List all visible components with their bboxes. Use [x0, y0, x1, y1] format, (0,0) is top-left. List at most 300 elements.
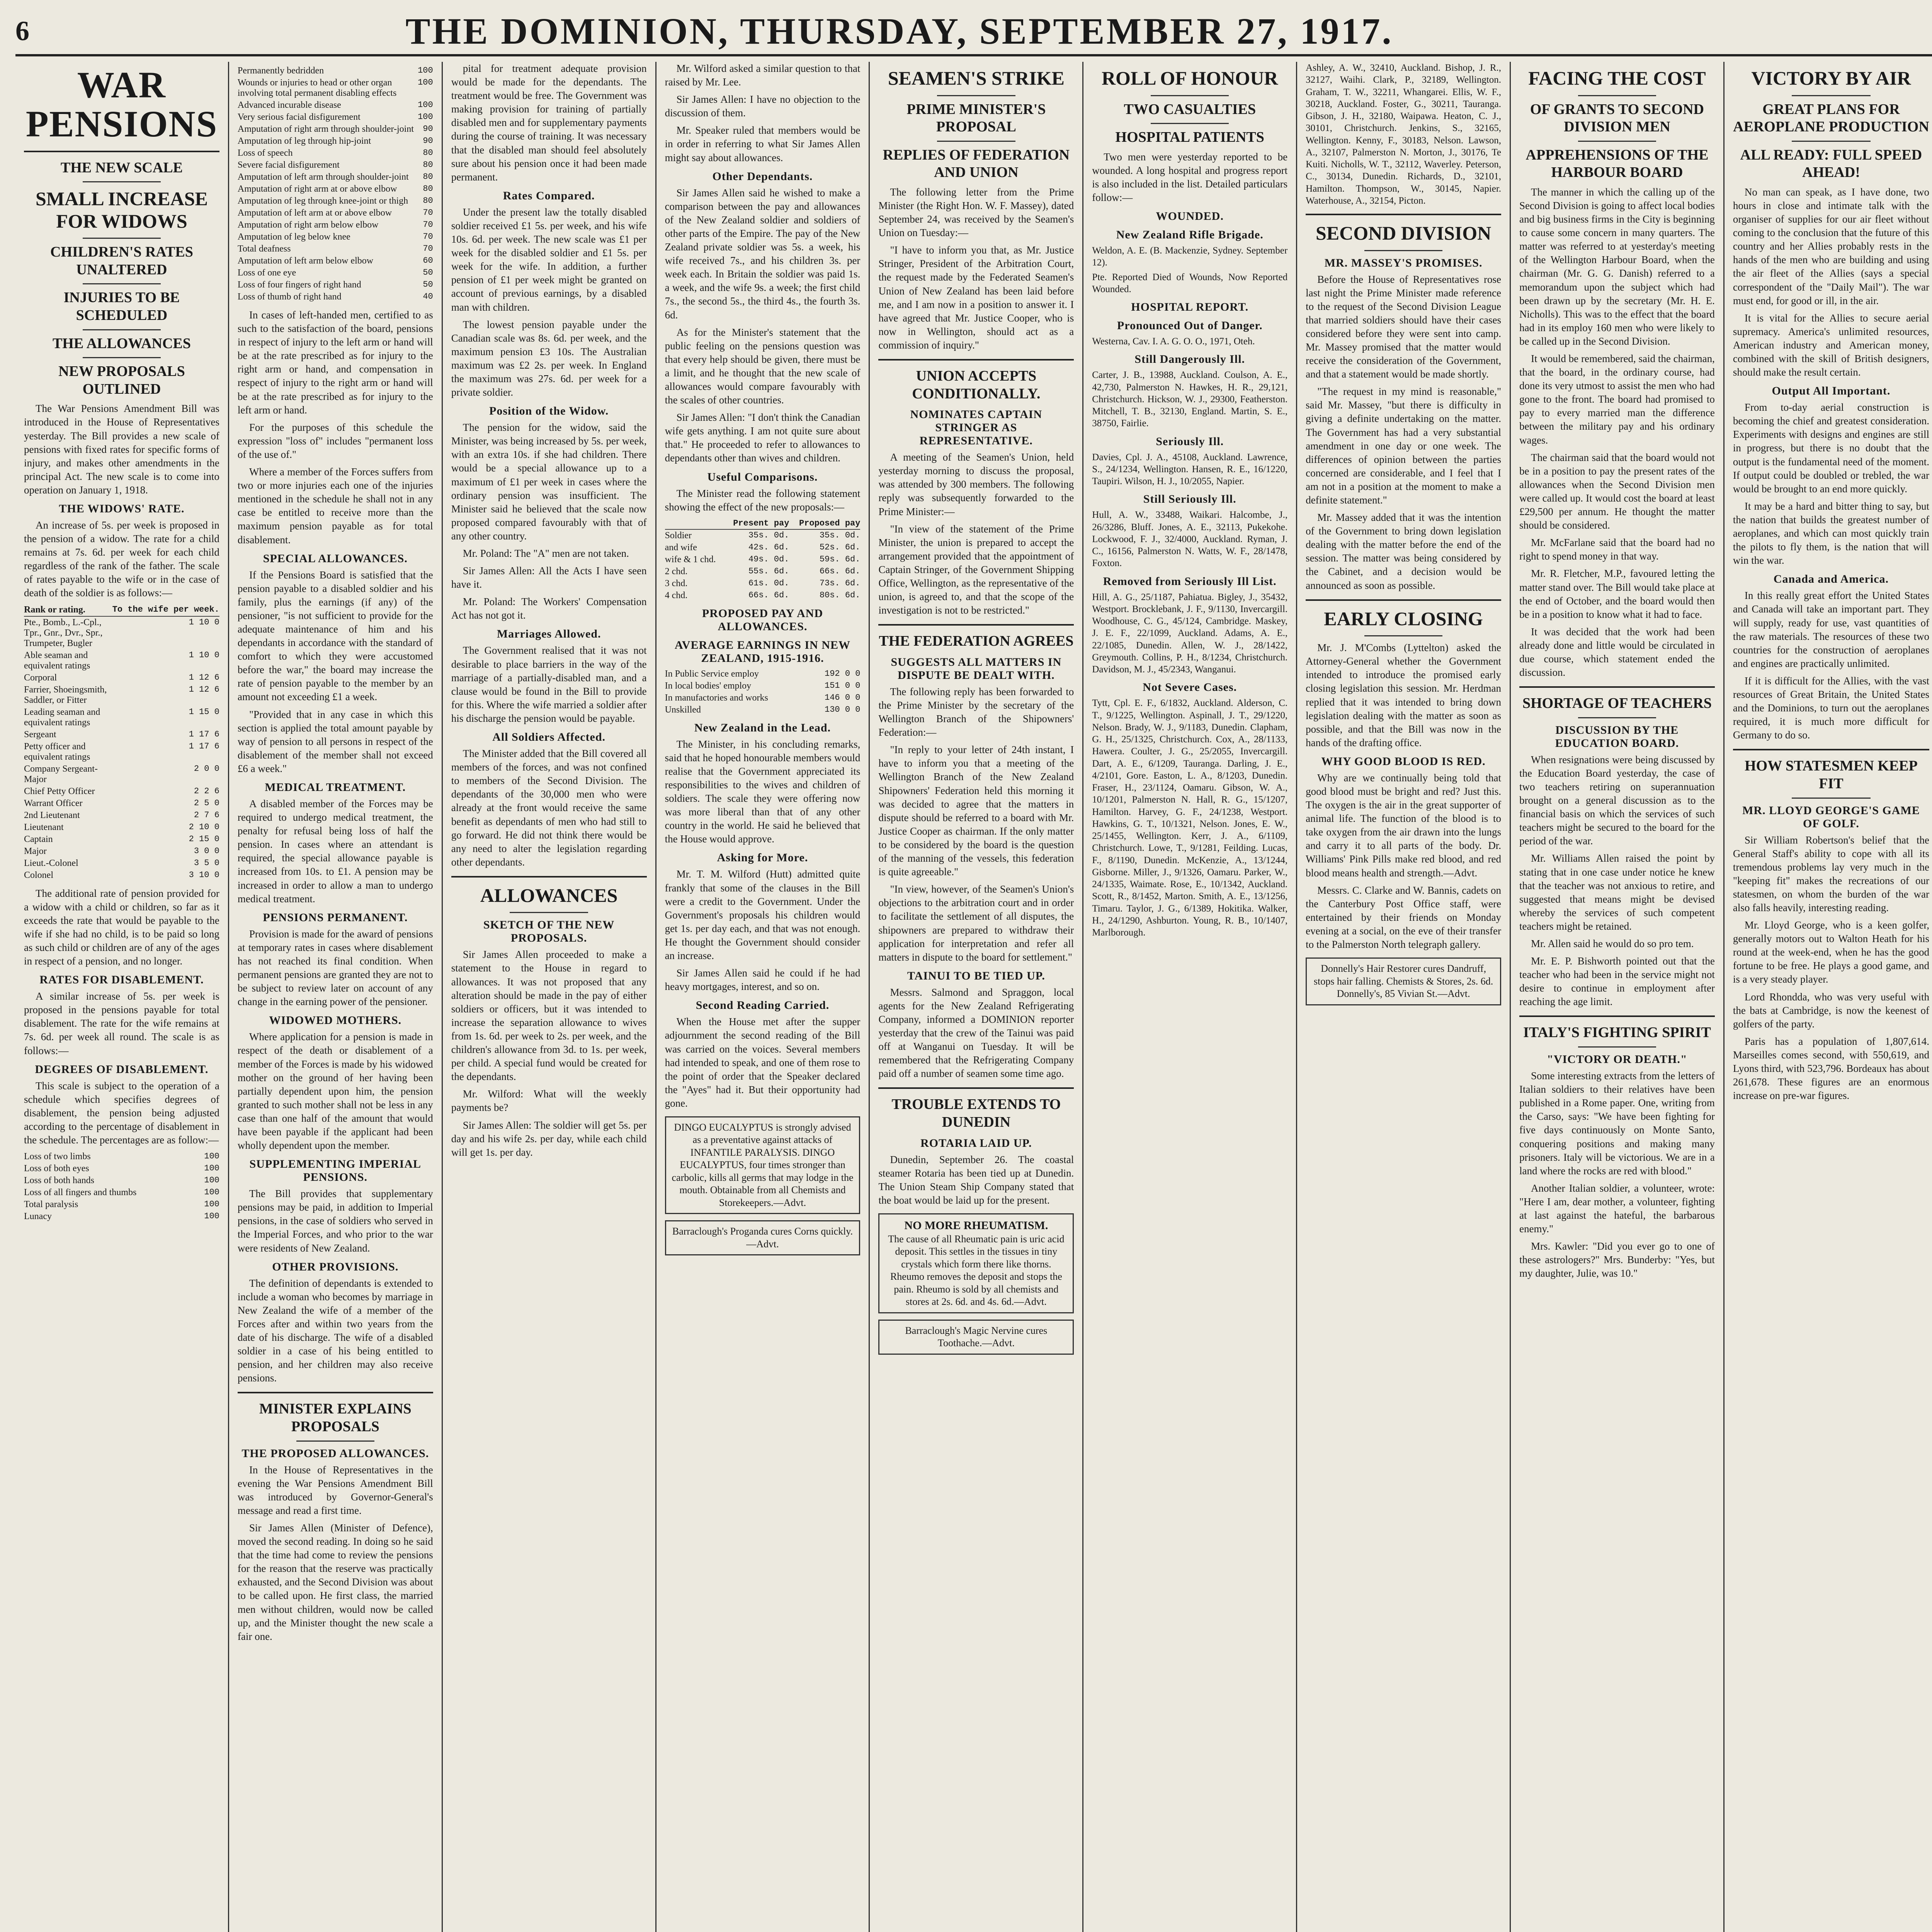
- table-row: [24, 869, 219, 881]
- table-cell: 100: [418, 100, 433, 110]
- paragraph: The Minister added that the Bill covered all members of the forces, and was not confined to members of the Second Division. The dependants of the 30,000 men who were already at the front would receive the same benefit as dependants of men who had still to go forward. He did not think there would be any need to alter the legislation regarding other dependants.: [451, 748, 647, 868]
- table-cell: 55s. 6d.: [748, 566, 789, 576]
- table-row: [665, 590, 861, 602]
- table-cell: Advanced incurable disease: [237, 100, 341, 110]
- paragraph: For the purposes of this schedule the expression "loss of" includes "permanent loss of the use of.": [237, 421, 433, 460]
- section-head: Canada and America.: [1773, 573, 1889, 586]
- injury-table: [238, 65, 433, 303]
- table-row: [24, 706, 219, 729]
- paragraph: The Minister, in his concluding remarks, said that he hoped honourable members would realise that the Government appreciated its responsibilities to the wives and children of soldiers. The scale they were offering now was more liberal than that of any other country in the world. He said he believed that the House would approve.: [665, 738, 861, 845]
- section-head: HOSPITAL REPORT.: [1131, 301, 1249, 314]
- table-row: [238, 195, 433, 207]
- table-cell: Loss of both hands: [24, 1175, 94, 1186]
- table-row: [238, 219, 433, 231]
- subhead: CHILDREN'S RATES UNALTERED: [50, 244, 193, 278]
- section-head: Rates Compared.: [503, 189, 595, 202]
- table-cell: 1 15 0: [189, 707, 219, 717]
- table-cell: Soldier: [665, 530, 692, 541]
- paragraph: Paris has a population of 1,807,614. Marseilles comes second, with 550,619, and Lyons third, with 523,796. Bordeaux has about 261,678. These figures are an enormous increase on pre-war figures.: [1733, 1035, 1930, 1102]
- table-row: [238, 99, 433, 111]
- subhead: UNION ACCEPTS CONDITIONALLY.: [912, 368, 1041, 402]
- table-cell: 66s. 6d.: [748, 590, 789, 600]
- table-cell: 49s. 0d.: [748, 554, 789, 564]
- table-row: [238, 267, 433, 279]
- casualty-list: Hill, A. G., 25/1187, Pahiatua. Bigley, J., 35432, Westport. Brocklebank, J. F., 9/1130, Invercargill. Woodhouse, C. G., 45/124, Cambridge. Maskey, J. E. F., 22/1099, Auckland. Adams, A. E., 22/1085, Dunedin. Allen, W. J., 28/1422, Greymouth. Collins, P. H., 8/1234, Christchurch. Davidson, M. J., 45/2343, Wanganui.: [1092, 592, 1288, 675]
- paragraph: When the House met after the supper adjournment the second reading of the Bill was carried on the voices. Several members had intended to speak, and one of them rose to the point of order that the Speaker declared the "Ayes" had it. But their opportunity had gone.: [665, 1016, 861, 1109]
- table-row: [665, 692, 861, 704]
- table-row: [24, 650, 219, 672]
- paragraph: It is vital for the Allies to secure aerial supremacy. America's unlimited resources, American industry and American money, combined with the skill of British designers, should make the result certain.: [1733, 312, 1930, 378]
- table-cell: 2 2 6: [194, 786, 219, 796]
- table-row: [238, 65, 433, 77]
- table-cell: Loss of speech: [237, 148, 293, 158]
- subhead: THE FEDERATION AGREES: [879, 633, 1074, 650]
- section-head: New Zealand Rifle Brigade.: [1116, 228, 1264, 242]
- rule: [451, 876, 647, 878]
- subhead: TROUBLE EXTENDS TO DUNEDIN: [891, 1096, 1061, 1131]
- rule: [510, 912, 588, 913]
- paragraph: Another Italian soldier, a volunteer, wrote: "Here I am, dear mother, a volunteer, fighting at last against the hateful, the barbarous enemy.": [1519, 1182, 1715, 1235]
- masthead-title: THE DOMINION, THURSDAY, SEPTEMBER 27, 1917.: [405, 10, 1393, 52]
- paragraph: Sir James Allen: I have no objection to the discussion of them.: [665, 94, 861, 119]
- paragraph: Mr. Massey added that it was the intention of the Government to bring down legislation dealing with the matter before the end of the session. The matter was being considered by the Cabinet, and a decision would be announced as soon as possible.: [1306, 512, 1502, 591]
- rule: [1151, 123, 1229, 124]
- rule: [1519, 686, 1715, 688]
- table-cell: Company Sergeant-Major: [24, 764, 98, 784]
- table-cell: 90: [423, 124, 433, 134]
- paragraph: It would be remembered, said the chairman, that the board, in the ordinary course, had done its very utmost to assist the men who had gone to the front. The board had promised to pay to every married man the difference between the military pay and his ordinary wages.: [1519, 353, 1715, 446]
- table-row: [24, 857, 219, 869]
- table-cell: 100: [418, 78, 433, 87]
- column-8: [1511, 62, 1725, 1932]
- table-cell: Loss of one eye: [237, 268, 296, 278]
- section-head: MR. LLOYD GEORGE'S GAME OF GOLF.: [1742, 804, 1920, 830]
- table-cell: 80: [423, 184, 433, 194]
- subhead: HOW STATESMEN KEEP FIT: [1745, 758, 1918, 792]
- table-cell: Unskilled: [665, 704, 701, 715]
- table-cell: 2 5 0: [194, 798, 219, 808]
- table-row: [24, 833, 219, 845]
- table-cell: 80: [423, 172, 433, 182]
- section-head: Position of the Widow.: [489, 405, 609, 418]
- table-cell: 3 10 0: [189, 870, 219, 880]
- casualty-list: Tytt, Cpl. E. F., 6/1832, Auckland. Alderson, C. T., 9/1225, Wellington. Aspinall, J. T., 29/1220, Nelson. Brady, W. J., 9/1183, Dunedin. Clapham, G. H., 25/1325, Christchurch. Cox, A., 28/1133, Hawera. Coulter, J. G., 25/2055, Invercargill. Dart, A. E., 6/1209, Tauranga. Darling, J. E., 4/2101, Gore. Easton, L. A., 8/1203, Dunedin. Fraser, H., 23/1124, Oamaru. Gibson, W. A., 10/1201, Palmerston N. Hall, R. G., 15/1207, Hamilton. Harvey, G. F., 24/1238, Westport. Hawkins, G. T., 10/1321, Nelson. Jones, E. W., 25/1455, Wellington. Kerr, J. A., 6/1109, Christchurch. Lowe, T., 9/1281, Feilding. Lucas, F., 8/1190, Dunedin. McKenzie, A., 13/1244, Gisborne. Miller, J., 9/1326, Oamaru. Parker, W., 24/1335, Waimate. Rose, E., 10/1342, Auckland. Scott, R., 8/1452, Marton. Smith, A. E., 13/1256, Timaru. Taylor, J. G., 6/1389, Hokitika. Walker, H., 24/1290, Ashburton. Young, R. B., 10/1407, Marlborough.: [1092, 698, 1288, 938]
- section-head: THE PROPOSED ALLOWANCES.: [242, 1447, 429, 1460]
- table-header: Proposed pay: [789, 518, 860, 529]
- table-cell: 2 chd.: [665, 566, 688, 577]
- section-head: ROTARIA LAID UP.: [920, 1136, 1032, 1150]
- paragraph: Mr. Allen said he would do so pro tem.: [1531, 937, 1694, 949]
- paragraph: In cases of left-handed men, certified to as such to the satisfaction of the board, pensions in respect of injury to the left arm or hand will be at the rate prescribed as for injury to the right arm or hand, and compensation in respect of injury to the right arm or hand will be at the rate prescribed as for injury to the left arm or hand.: [237, 309, 433, 416]
- paragraph: Messrs. Salmond and Spraggon, local agents for the New Zealand Refrigerating Company, informed a DOMINION reporter yesterday that the crew of the Tainui was paid off at Wanganui on Tuesday. It will be remembered that the Refrigerating Company paid off a number of seamen some time ago.: [878, 986, 1074, 1080]
- paragraph: Mr. Poland: The Workers' Compensation Act has not got it.: [451, 596, 647, 621]
- paragraph: Some interesting extracts from the letters of Italian soldiers to their relatives have been published in a Rome paper. One, writing from the Carso, says: "We have been fighting for five days continuously on Monte Santo, conquering positions and making many prisoners. Italy will be victorious. We are in a land where the rocks are red with blood.": [1519, 1070, 1715, 1177]
- section-head: Other Dependants.: [712, 170, 813, 183]
- paragraph: Mr. E. P. Bishworth pointed out that the teacher who had been in the service might not desire to continue in employment after reaching the age limit.: [1519, 955, 1715, 1008]
- table-cell: 2 0 0: [194, 764, 219, 774]
- section-head: Removed from Seriously Ill List.: [1103, 575, 1277, 588]
- table-cell: 80: [423, 160, 433, 170]
- table-cell: 100: [204, 1151, 219, 1162]
- table-cell: 100: [204, 1187, 219, 1197]
- table-cell: Corporal: [24, 672, 57, 683]
- rule: [1733, 749, 1929, 750]
- table-cell: Colonel: [24, 870, 53, 880]
- table-cell: Leading seaman and equivalent ratings: [24, 707, 100, 728]
- table-cell: 1 10 0: [189, 650, 219, 660]
- table-cell: 192 0 0: [825, 668, 861, 679]
- section-head: Still Dangerously Ill.: [1134, 353, 1245, 366]
- paragraph: The pension for the widow, said the Minister, was being increased by 5s. per week, with an extra 10s. if she had children. There would be a special allowance up to a maximum of £1 per week in cases where the ordinary pension was insufficient. The Minister said he believed that the scale now proposed compared favourably with that of any other country.: [451, 422, 647, 542]
- table-row: [24, 1175, 219, 1187]
- paragraph: If it is difficult for the Allies, with the vast resources of Great Britain, the United States and the Dominions, to turn out the aeroplanes required, it is much more difficult for Germany to do so.: [1733, 675, 1930, 741]
- table-row: [238, 291, 433, 303]
- rule: [83, 357, 161, 358]
- subhead: THE ALLOWANCES: [52, 335, 191, 352]
- table-cell: 100: [204, 1199, 219, 1209]
- column-6: [1083, 62, 1297, 1932]
- section-head: DEGREES OF DISABLEMENT.: [35, 1063, 209, 1076]
- paragraph: The Minister read the following statement showing the effect of the new proposals:—: [665, 487, 861, 513]
- earnings-table: [665, 668, 861, 716]
- column-9: [1725, 62, 1932, 1932]
- rule: [1792, 95, 1870, 96]
- paragraph: Sir William Robertson's belief that the General Staff's ability to cope with all its tremendous problems lay very much in the "keeping fit" makes the recreations of our statesmen, on whom the burden of the war also falls heavily, interesting reading.: [1733, 834, 1930, 913]
- table-cell: 130 0 0: [825, 704, 861, 714]
- paragraph: Dunedin, September 26. The coastal steamer Rotaria has been tied up at Dunedin. The Union Steam Ship Company stated that the boat would be laid up for the present.: [878, 1153, 1074, 1206]
- subhead: OF GRANTS TO SECOND DIVISION MEN: [1530, 101, 1704, 135]
- table-cell: Lunacy: [24, 1211, 52, 1222]
- paragraph: No man can speak, as I have done, two hours in close and intimate talk with the organiser of supplies for our air fleet without coming to the conclusion that the future of this country and her Allies probably rests in the hands of the men who are building and using the air fleet of the Allies (says a special correspondent of the "Daily Mail"). The war must end, for good or ill, in the air.: [1733, 186, 1930, 306]
- table-cell: Loss of all fingers and thumbs: [24, 1187, 137, 1198]
- section-head: PENSIONS PERMANENT.: [263, 911, 408, 924]
- paragraph: The manner in which the calling up of the Second Division is going to affect local bodies and big business firms in the City is beginning to cause some concern in many quarters. The matter was referred to at yesterday's meeting of the Wellington Harbour Board, when the chairman (Mr. G. G. Danish) referred to a memorandum upon the subject which had been drawn up by the secretary (Mr. H. E. Nicholls). This was to the effect that the board had in its employ 160 men who were likely to be called up in the Second Division.: [1519, 186, 1715, 347]
- table-row: [665, 554, 861, 566]
- paragraph: "I have to inform you that, as Mr. Justice Stringer, President of the Arbitration Court, the request made by the Federated Seamen's Union of New Zealand has been laid before me, and I am now in a position to answer it. I have agreed that Mr. Justice Cooper, who is now in Wellington, should act as a commission of inquiry.": [878, 244, 1074, 351]
- headline-seamens-strike: SEAMEN'S STRIKE: [888, 67, 1065, 89]
- rule: [83, 283, 161, 284]
- table-row: [238, 207, 433, 219]
- table-cell: 3 0 0: [194, 846, 219, 856]
- section-head: Seriously Ill.: [1156, 435, 1224, 448]
- table-cell: 1 17 6: [189, 729, 219, 739]
- table-cell: 80: [423, 148, 433, 158]
- section-head: TAINUI TO BE TIED UP.: [907, 969, 1045, 982]
- casualty-list: Ashley, A. W., 32410, Auckland. Bishop, J. R., 32127, Waihi. Clark, P., 32189, Wellington. Graham, T. W., 32211, Whangarei. Ellis, W. F., 30218, Auckland. Foster, G., 30211, Tauranga. Gibson, J. H., 32180, Waipawa. Heaton, C. J., 30101, Christchurch. Jenkins, S., 32165, Wellington. Kenny, F., 30183, Nelson. Lawson, A., 32107, Palmerston N. Morton, J., 30176, Te Kuiti. Nicholls, W. T., 32112, Waverley. Peterson, C., 30134, Dunedin. Richards, D., 32101, Hamilton. Thompson, W., 30145, Napier. Waterhouse, A., 32154, Picton.: [1306, 63, 1502, 206]
- paragraph: Messrs. C. Clarke and W. Bannis, cadets on the Canterbury Post Office staff, were entertained by their friends on Monday evening at a social, on the eve of their transfer to the Palmerston North telegraph gallery.: [1306, 884, 1502, 951]
- table-cell: Lieutenant: [24, 822, 64, 832]
- table-cell: 2 10 0: [189, 822, 219, 832]
- table-cell: Amputation of left arm below elbow: [237, 256, 374, 266]
- column-5: [870, 62, 1083, 1932]
- section-head: DISCUSSION BY THE EDUCATION BOARD.: [1555, 723, 1679, 750]
- subhead: ALL READY: FULL SPEED AHEAD!: [1740, 146, 1922, 181]
- paragraph: Sir James Allen said he could if he had heavy mortgages, interest, and so on.: [665, 967, 861, 993]
- section-head: NOMINATES CAPTAIN STRINGER AS REPRESENTATIVE.: [910, 408, 1043, 447]
- rule: [1792, 141, 1870, 142]
- subhead: GREAT PLANS FOR AEROPLANE PRODUCTION: [1733, 101, 1929, 135]
- table-cell: 35s. 0d.: [748, 530, 789, 540]
- column-7: [1297, 62, 1511, 1932]
- subhead: TWO CASUALTIES: [1124, 101, 1256, 117]
- casualty-list: Pte. Reported Died of Wounds, Now Reported Wounded.: [1092, 272, 1288, 294]
- ad-body: The cause of all Rheumatic pain is uric acid deposit. This settles in the tissues in tiny crystals which form there like thorns. Rheumo removes the deposit and stops the pain. Rheumo is sold by all chemists and stores at 2s. 6d. and 4s. 6d.—Advt.: [888, 1233, 1065, 1307]
- table-cell: Petty officer and equivalent ratings: [24, 741, 90, 762]
- paragraph: "The request in my mind is reasonable," said Mr. Massey, "but there is difficulty in giving a definite undertaking on the matter. The Government has had a very substantial amendment in one day or one week. The differences of opinion between the parties concerned are considerable, and I feel that I am not in a position at the moment to make a definite statement.": [1306, 386, 1502, 506]
- table-row: [238, 243, 433, 255]
- paragraph: The War Pensions Amendment Bill was introduced in the House of Representatives yesterday. The Bill provides a new scale of pensions with fixed rates for specific forms of injury, and makes other amendments in the principal Act. The new scale is to come into operation on January 1, 1918.: [24, 403, 219, 496]
- subhead: NEW PROPOSALS OUTLINED: [58, 363, 185, 397]
- paragraph: In the House of Representatives in the evening the War Pensions Amendment Bill was introduced by Governor-General's message and read a first time.: [237, 1464, 433, 1516]
- paragraph: Provision is made for the award of pensions at temporary rates in cases where disablement has not reached its final condition. When permanent pensions are granted they are not to be subject to review later on account of any change in the earning power of the pensioner.: [237, 928, 433, 1008]
- paragraph: Sir James Allen (Minister of Defence), moved the second reading. In doing so he said that the time had come to review the pensions for the reason that the reserve was practically exhausted, and the Second Division was about to be called upon. He first class, the married men without children, would now be called up, and the Minister thought the new scale a fair one.: [237, 1522, 433, 1642]
- paragraph: "In view of the statement of the Prime Minister, the union is prepared to accept the arrangement provided that the appointment of Captain Stringer, of the Government Shipping Office, Wellington, as the representative of the union, is agreed to, and that the scope of the investigation is not to be restricted.": [878, 523, 1074, 616]
- table-row: [665, 542, 861, 554]
- table-row: [24, 672, 219, 684]
- paragraph: Sir James Allen proceeded to make a statement to the House in regard to allowances. It was not proposed that any alteration should be made in the pay of either soldiers or officers, but it was intended to increase the separation allowance to wives from 1s. 6d. per week to 2s. per week, and the children's allowance from 3d. to 1s. per week, per child. A special fund would be created for the dependants.: [451, 949, 647, 1083]
- paragraph: The following reply has been forwarded to the Prime Minister by the secretary of the Wellington Branch of the Shipowners' Federation:—: [878, 685, 1074, 738]
- table-cell: Loss of two limbs: [24, 1151, 91, 1162]
- section-head: SPECIAL ALLOWANCES.: [263, 552, 408, 565]
- paragraph: When resignations were being discussed by the Education Board yesterday, the case of two teachers retiring on superannuation brought on a general discussion as to the financial basis on which the services of such teachers might be secured to the board for the period of the war.: [1519, 753, 1715, 847]
- table-cell: Amputation of right arm at or above elbow: [237, 184, 397, 194]
- rule: [296, 1440, 374, 1442]
- table-cell: 70: [423, 244, 433, 253]
- table-cell: 100: [204, 1175, 219, 1185]
- paragraph: The Bill provides that supplementary pensions may be paid, in addition to Imperial pensions, in the case of soldiers who served in the Imperial Forces, and who prior to the war were residents of New Zealand.: [237, 1188, 433, 1254]
- table-row: [24, 616, 219, 650]
- rule: [878, 624, 1074, 626]
- advertisement: Barraclough's Magic Nervine cures Toothache.—Advt.: [878, 1320, 1074, 1355]
- table-row: [238, 279, 433, 291]
- table-header: [665, 518, 724, 529]
- rule: [1578, 95, 1656, 96]
- subhead: REPLIES OF FEDERATION AND UNION: [883, 146, 1070, 181]
- rule: [83, 329, 161, 330]
- table-cell: 4 chd.: [665, 590, 688, 600]
- table-cell: 1 12 6: [189, 672, 219, 682]
- page-number: 6: [15, 15, 29, 46]
- rule: [937, 141, 1015, 142]
- section-head: SUGGESTS ALL MATTERS IN DISPUTE BE DEALT WITH.: [891, 655, 1062, 682]
- table-cell: Total deafness: [237, 244, 291, 254]
- advertisement: DINGO EUCALYPTUS is strongly advised as a preventative against attacks of INFANTILE PARALYSIS. DINGO EUCALYPTUS, four times stronger than carbolic, kills all germs that may lodge in the mouth. Obtainable from all Chemists and Storekeepers.—Advt.: [665, 1116, 861, 1214]
- table-cell: 3 chd.: [665, 578, 688, 588]
- section-head: MEDICAL TREATMENT.: [265, 781, 406, 794]
- table-cell: wife & 1 chd.: [665, 554, 716, 565]
- subhead: MINISTER EXPLAINS PROPOSALS: [259, 1401, 412, 1435]
- table-cell: Amputation of leg below knee: [237, 232, 350, 242]
- subhead: ITALY'S FIGHTING SPIRIT: [1523, 1024, 1711, 1041]
- rule: [83, 181, 161, 182]
- table-cell: 70: [423, 220, 433, 230]
- rule: [24, 151, 219, 152]
- column-1: [15, 62, 229, 1932]
- casualty-list: Carter, J. B., 13988, Auckland. Coulson, A. E., 42,730, Palmerston N. Hawkes, H. R., 29,121, Christchurch. Hickson, W. J., 29300, Featherston. Mitchell, T. B., 32130, England. Martin, S. E., 38750, Fairlie.: [1092, 370, 1288, 429]
- table-cell: Loss of four fingers of right hand: [237, 280, 361, 290]
- paragraph: Where a member of the Forces suffers from two or more injuries each one of the injuries mentioned in the schedule he shall not in any case be entitled to receive more than the maximum pension payable as for total disablement.: [237, 466, 433, 546]
- table-cell: Total paralysis: [24, 1199, 78, 1210]
- paragraph: As for the Minister's statement that the public feeling on the pensions question was that every help should be given, there must be a limit, and he thought that the new scale of allowances would compare favourably with the scales of other countries.: [665, 326, 861, 406]
- paragraph: An increase of 5s. per week is proposed in the pension of a widow. The rate for a child remains at 7s. 6d. per week for each child regardless of the rank of the father. The scale of rates payable to the wife or in the case of death of the soldier is as follows:—: [24, 519, 219, 599]
- column-4: [656, 62, 870, 1932]
- table-cell: Amputation of right arm through shoulder-joint: [237, 124, 414, 134]
- table-cell: Very serious facial disfigurement: [237, 112, 361, 122]
- table-row: [24, 810, 219, 821]
- table-row: [238, 77, 433, 99]
- paragraph: A similar increase of 5s. per week is proposed in the pensions payable for total disablement. The rate for the wife remains at 7s. 6d. per week all round. The scale is as follows:—: [24, 990, 219, 1056]
- paragraph: The definition of dependants is extended to include a woman who becomes by marriage in New Zealand the wife of a member of the Forces after and within two years from the date of his discharge. The wife of a disabled soldier in a case of his being entitled to pension, and her children may also receive pensions.: [237, 1277, 433, 1384]
- subhead: INJURIES TO BE SCHEDULED: [63, 289, 180, 323]
- paragraph: "In reply to your letter of 24th instant, I have to inform you that a meeting of the Wellington Branch of the New Zealand Shipowners' Federation held this morning it was decided to agree that the matters in dispute should be referred to a board with Mr. Justice Cooper as chairman. If the only matter to be considered by the board is the question of the manning of the vessels, this federation is quite agreeable.": [878, 744, 1074, 878]
- section-head: Marriages Allowed.: [497, 628, 601, 641]
- table-cell: 3 5 0: [194, 858, 219, 868]
- headline-roll-of-honour: ROLL OF HONOUR: [1101, 67, 1278, 89]
- paragraph: Two men were yesterday reported to be wounded. A long hospital and progress report is also included in the list. Detailed particulars follow:—: [1092, 151, 1288, 203]
- headline-war-pensions: WAR PENSIONS: [26, 64, 218, 145]
- paragraph: It may be a hard and bitter thing to say, but the nation that builds the greatest number of aeroplanes, and which can most quickly train the pilots to fly them, is the nation that will win the war.: [1733, 500, 1930, 566]
- table-cell: Amputation of left arm through shoulder-joint: [237, 172, 409, 182]
- table-cell: 60: [423, 256, 433, 265]
- table-cell: Wounds or injuries to head or other organ involving total permanent disabling effects: [237, 78, 397, 98]
- column-2: [229, 62, 443, 1932]
- table-cell: 146 0 0: [825, 692, 861, 702]
- table-cell: 50: [423, 280, 433, 289]
- columns: [15, 62, 1932, 1932]
- table-cell: 90: [423, 136, 433, 146]
- paragraph: It was decided that the work had been already done and little would be circulated in due course, which statement ended the discussion.: [1519, 626, 1715, 679]
- table-cell: Amputation of leg through knee-joint or thigh: [237, 196, 408, 206]
- section-head: Output All Important.: [1772, 384, 1891, 398]
- rule: [937, 95, 1015, 96]
- table-cell: Warrant Officer: [24, 798, 83, 808]
- paragraph: Sir James Allen said he wished to make a comparison between the pay and allowances of the New Zealand soldier and soldiers of other parts of the Empire. The pay of the New Zealand private soldier was 5s. a week, his wife received 7s., and his children 3s. per week each. In Britain the soldier was paid 1s. a week, and the wife 9s. a week; the first child 7s., the second 5s., the third 4s., the fourth 3s. 6d.: [665, 187, 861, 321]
- section-head: All Soldiers Affected.: [492, 731, 606, 744]
- paragraph: Mr. T. M. Wilford (Hutt) admitted quite frankly that some of the clauses in the Bill were a credit to the Government. Under the Government's proposals his children would get 1s. per day each, and that was not enough. He thought the Government should consider an increase.: [665, 868, 861, 962]
- headline-victory-by-air: VICTORY BY AIR: [1751, 67, 1911, 89]
- rule: [1151, 95, 1229, 96]
- section-head: WHY GOOD BLOOD IS RED.: [1321, 755, 1486, 768]
- table-cell: 40: [423, 292, 433, 301]
- table-cell: 100: [418, 66, 433, 75]
- paragraph: Lord Rhondda, who was very useful with the bats at Cambridge, is now the keenest of golfers of the party.: [1733, 991, 1930, 1030]
- table-row: [665, 704, 861, 716]
- table-row: [665, 680, 861, 692]
- table-cell: Lieut.-Colonel: [24, 858, 78, 868]
- casualty-list: Hull, A. W., 33488, Waikari. Halcombe, J., 26/3286, Bluff. Jones, A. E., 32113, Pukekohe. Lockwood, F. J., 32/4000, Auckland. Ryman, J. C., 16156, Palmerston N. Watts, W. F., 28/1478, Foxton.: [1092, 510, 1288, 569]
- subhead: PRIME MINISTER'S PROPOSAL: [906, 101, 1046, 135]
- table-cell: In local bodies' employ: [665, 680, 752, 691]
- table-cell: 80: [423, 196, 433, 206]
- table-row: [24, 798, 219, 810]
- paragraph: Mr. Speaker ruled that members would be in order in referring to what Sir James Allen might say about allowances.: [665, 124, 861, 163]
- table-cell: Major: [24, 846, 47, 856]
- rule: [878, 1087, 1074, 1089]
- paragraph: Mr. Poland: The "A" men are not taken.: [463, 548, 629, 559]
- subhead: SMALL INCREASE FOR WIDOWS: [35, 188, 208, 232]
- section-head: OTHER PROVISIONS.: [272, 1260, 399, 1273]
- table-cell: 35s. 0d.: [819, 530, 861, 540]
- paragraph: Mr. McFarlane said that the board had no right to spend money in that way.: [1519, 537, 1715, 562]
- paragraph: pital for treatment adequate provision would be made for the dependants. The treatment would be free. The Government was making provision for training of partially disabled men and for supplementary payments during the course of training. It was necessary that the disabled man should feel absolutely sure about his pension once it had been made permanent.: [451, 63, 647, 183]
- paragraph: Where application for a pension is made in respect of the death or disablement of a member of the Forces is made by his widowed mother on the ground of her having been partially dependent upon him, the pension granted to such mother shall not be less in any case than one half of the amount that would have been payable if the applicant had been wholly dependent upon the member.: [237, 1031, 433, 1151]
- advertisement: Donnelly's Hair Restorer cures Dandruff, stops hair falling. Chemists & Stores, 2s. 6d. Donnelly's, 85 Vivian St.—Advt.: [1306, 957, 1501, 1005]
- table-row: [665, 578, 861, 590]
- paragraph: A meeting of the Seamen's Union, held yesterday morning to discuss the proposal, was attended by 300 members. The following reply was subsequently forwarded to the Prime Minister:—: [878, 451, 1074, 517]
- table-row: [24, 845, 219, 857]
- casualty-list: Weldon, A. E. (B. Mackenzie, Sydney. September 12).: [1092, 245, 1288, 268]
- table-row: [24, 1151, 219, 1163]
- subhead: APPREHENSIONS OF THE HARBOUR BOARD: [1526, 146, 1709, 181]
- paragraph: Mr. Lloyd George, who is a keen golfer, generally motors out to Walton Heath for his round at the week-end, when he has the good fortune to be free. He plays a good game, and is a very steady player.: [1733, 919, 1930, 985]
- paragraph: Sir James Allen: The soldier will get 5s. per day and his wife 2s. per day, while each child will get 1s. per day.: [451, 1119, 647, 1158]
- subhead: SHORTAGE OF TEACHERS: [1522, 695, 1712, 712]
- casualty-list: Westerna, Cav. I. A. G. O. O., 1971, Oteh.: [1092, 336, 1255, 347]
- rule: [1306, 214, 1501, 215]
- table-cell: and wife: [665, 542, 697, 553]
- injury-table: [24, 1151, 219, 1223]
- paragraph: Before the House of Representatives rose last night the Prime Minister made reference to the request of the Second Division League that married soldiers should have their cases considered before they were sent into camp. Mr. Massey promised that the matter would receive the consideration of the Government, and that a statement would be made shortly.: [1306, 273, 1502, 380]
- table-cell: 100: [418, 112, 433, 122]
- rule: [878, 359, 1074, 361]
- table-cell: In manufactories and works: [665, 692, 768, 703]
- subhead: HOSPITAL PATIENTS: [1115, 129, 1264, 146]
- paragraph: Mr. Wilford: What will the weekly payments be?: [451, 1088, 647, 1114]
- table-cell: 59s. 6d.: [819, 554, 861, 564]
- rule: [1578, 141, 1656, 142]
- paragraph: Under the present law the totally disabled soldier received £1 5s. per week, and his wife 10s. 6d. per week. The new scale was £1 per week for the disabled soldier and £1 5s. per week for the wife. In addition, a further pension of £1 per week might be granted on account of previous earnings, by a disabled man with children.: [451, 206, 647, 313]
- paragraph: The following letter from the Prime Minister (the Right Hon. W. F. Massey), dated September 24, was received by the Seamen's Union on Tuesday:—: [878, 186, 1074, 239]
- section-head: SKETCH OF THE NEW PROPOSALS.: [483, 918, 615, 945]
- table-header-row: [665, 518, 861, 529]
- widow-rates-table: [24, 604, 219, 881]
- subhead: ALLOWANCES: [480, 884, 618, 906]
- section-head: Not Severe Cases.: [1143, 681, 1237, 694]
- table-header: Rank or rating.: [24, 604, 112, 616]
- advertisement: Barraclough's Proganda cures Corns quickly.—Advt.: [665, 1220, 861, 1255]
- rule: [1519, 1015, 1715, 1017]
- table-row: [24, 1199, 219, 1211]
- table-row: [24, 786, 219, 798]
- table-cell: Captain: [24, 834, 53, 844]
- headline-early-closing: EARLY CLOSING: [1324, 607, 1483, 629]
- table-cell: 52s. 6d.: [819, 542, 861, 552]
- advertisement: [878, 1213, 1074, 1313]
- table-row: [238, 231, 433, 243]
- table-row: [665, 668, 861, 680]
- rule: [1578, 1046, 1656, 1048]
- ad-title: NO MORE RHEUMATISM.: [904, 1219, 1048, 1232]
- table-row: [24, 729, 219, 741]
- table-cell: 73s. 6d.: [819, 578, 861, 588]
- table-row: [238, 171, 433, 183]
- paragraph: "Provided that in any case in which this section is applied the total amount payable by way of pension to all persons in respect of the disablement of the member shall not exceed £6 a week.": [237, 708, 433, 774]
- headline-second-division: SECOND DIVISION: [1315, 222, 1492, 244]
- table-row: [24, 1211, 219, 1223]
- table-header: Present pay: [724, 518, 789, 529]
- table-row: [238, 123, 433, 135]
- paragraph: Mr. R. Fletcher, M.P., favoured letting the matter stand over. The Bill would take place at the end of October, and the board would then be in a position to know what it had to face.: [1519, 568, 1715, 620]
- paragraph: Mr. J. M'Combs (Lyttelton) asked the Attorney-General whether the Government intended to introduce the promised early closing legislation this session. Mr. Herdman replied that it was intended to bring down legislation dealing with the matter as soon as possible, and that the Bill was now in the hands of the drafting office.: [1306, 642, 1502, 748]
- table-row: [238, 255, 433, 267]
- table-row: [24, 741, 219, 763]
- table-cell: Able seaman and equivalent ratings: [24, 650, 90, 671]
- table-cell: Amputation of right arm below elbow: [237, 220, 379, 230]
- table-row: [24, 684, 219, 706]
- section-head: "VICTORY OR DEATH.": [1547, 1053, 1687, 1066]
- table-cell: Pte., Bomb., L.-Cpl., Tpr., Gnr., Dvr., Spr., Trumpeter, Bugler: [24, 617, 103, 648]
- table-row: [24, 821, 219, 833]
